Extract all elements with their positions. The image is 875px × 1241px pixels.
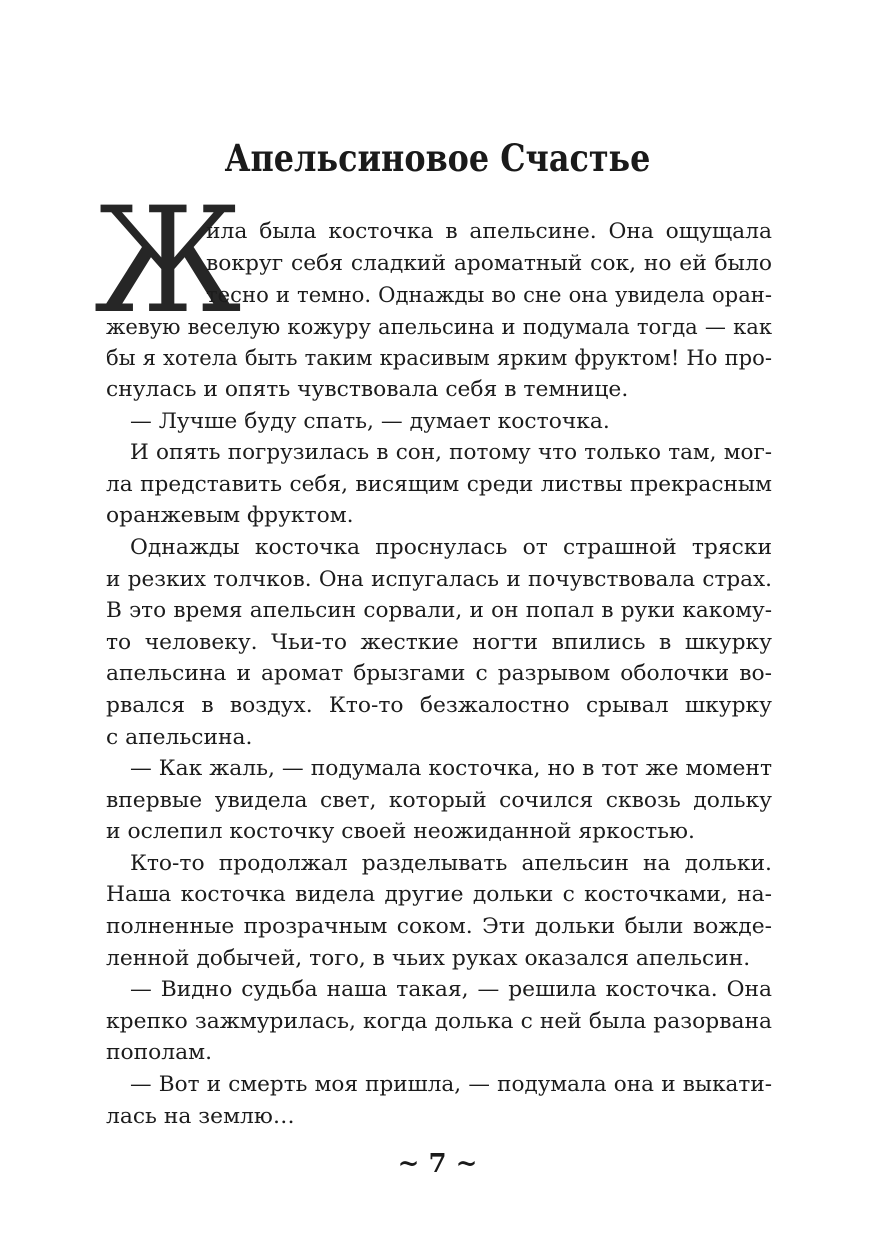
page-number: ~ 7 ~ [397, 1149, 478, 1179]
text-line: — Как жаль, — подумала косточка, но в тот же момент [130, 756, 772, 782]
text-line: и ослепил косточку своей неожиданной яркостью. [106, 819, 695, 845]
drop-cap: Ж [94, 176, 242, 346]
text-line: тесно и темно. Однажды во сне она увидела оран- [206, 282, 772, 308]
text-line: то человеку. Чьи-то жесткие ногти впились в шкурку [106, 629, 772, 655]
text-line: Кто-то продолжал разделывать апельсин на дольки. [130, 850, 772, 876]
text-line: пополам. [106, 1040, 213, 1066]
text-line: ла представить себя, висящим среди листвы прекрасным [106, 471, 772, 497]
text-line: — Видно судьба наша такая, — решила косточка. Она [130, 977, 772, 1003]
text-line: полненные прозрачным соком. Эти дольки были вожде- [106, 914, 772, 940]
text-line: — Лучше буду спать, — думает косточка. [130, 408, 610, 434]
text-line: ленной добычей, того, в чьих руках оказался апельсин. [106, 945, 751, 971]
text-line: рвался в воздух. Кто-то безжалостно срывал шкурку [106, 692, 772, 718]
text-line: крепко зажмурилась, когда долька с ней была разорвана [106, 1008, 772, 1034]
text-line: лась на землю… [106, 1103, 295, 1129]
page-title: Апельсиновое Счастье [224, 136, 651, 180]
text-line: жевую веселую кожуру апельсина и подумала тогда — как [106, 313, 772, 339]
text-line: И опять погрузилась в сон, потому что только там, мог- [130, 440, 772, 466]
text-line: вокруг себя сладкий ароматный сок, но ей было [206, 250, 772, 276]
story-text [106, 216, 772, 1132]
text-line: с апельсина. [106, 724, 253, 750]
text-line: Наша косточка видела другие дольки с косточками, на- [106, 882, 772, 908]
text-line: ила была косточка в апельсине. Она ощущала [206, 219, 772, 244]
text-line: впервые увидела свет, который сочился сквозь дольку [106, 787, 772, 813]
text-line: снулась и опять чувствовала себя в темнице. [106, 376, 629, 402]
text-line: бы я хотела быть таким красивым ярким фруктом! Но про- [106, 345, 772, 371]
text-line: В это время апельсин сорвали, и он попал в руки какому- [106, 598, 772, 624]
text-line: и резких толчков. Она испугалась и почувствовала страх. [106, 566, 772, 592]
text-line: оранжевым фруктом. [106, 503, 354, 529]
text-line: апельсина и аромат брызгами с разрывом оболочки во- [106, 661, 772, 687]
text-line: — Вот и смерть моя пришла, — подумала она и выкати- [130, 1072, 772, 1098]
text-line: Однажды косточка проснулась от страшной тряски [130, 534, 772, 560]
